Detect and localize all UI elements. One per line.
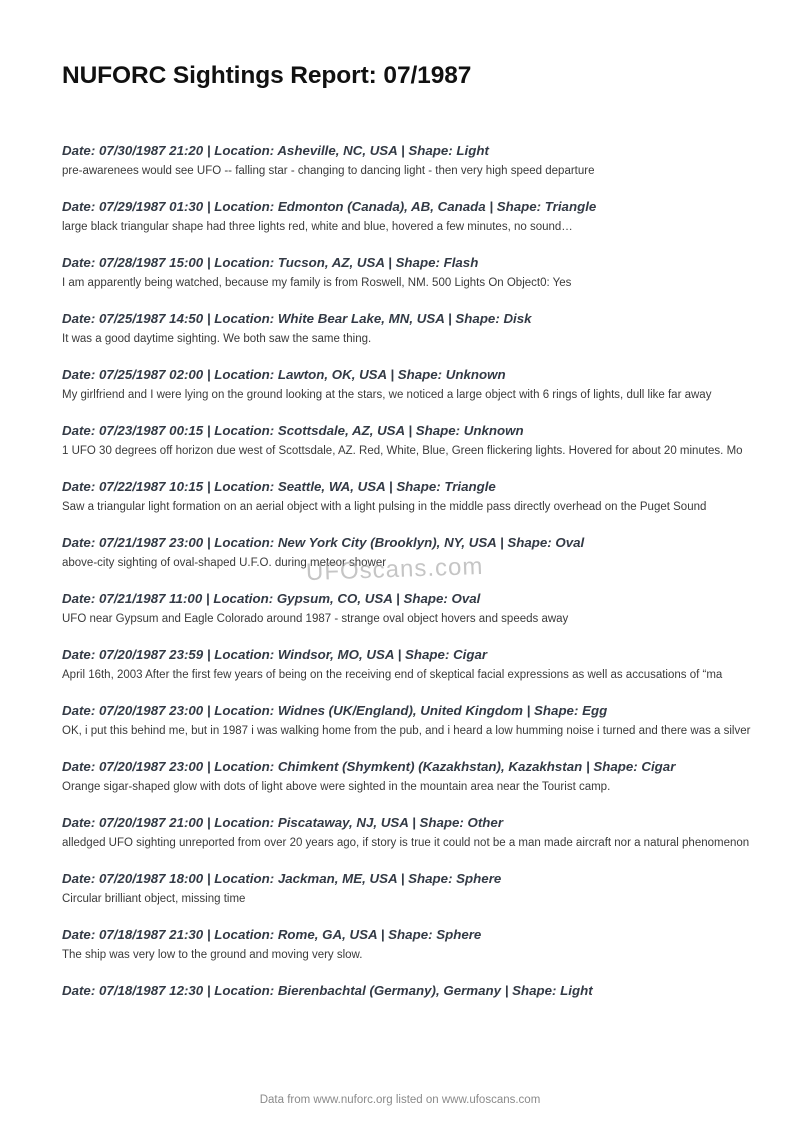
list-item <box>62 142 752 180</box>
entry-description: I am apparently being watched, because my family is from Roswell, NM. 500 Lights On Object0: Yes <box>62 277 572 289</box>
entry-description: large black triangular shape had three lights red, white and blue, hovered a few minutes, no sound… <box>62 221 573 233</box>
entry-heading: Date: 07/23/1987 00:15 | Location: Scottsdale, AZ, USA | Shape: Unknown <box>62 423 524 438</box>
list-item <box>62 422 752 460</box>
entry-heading: Date: 07/29/1987 01:30 | Location: Edmonton (Canada), AB, Canada | Shape: Triangle <box>62 199 597 214</box>
entry-heading: Date: 07/20/1987 18:00 | Location: Jackman, ME, USA | Shape: Sphere <box>62 871 502 886</box>
entry-heading: Date: 07/28/1987 15:00 | Location: Tucson, AZ, USA | Shape: Flash <box>62 255 479 270</box>
entry-heading: Date: 07/21/1987 23:00 | Location: New York City (Brooklyn), NY, USA | Shape: Oval <box>62 535 585 550</box>
entry-heading: Date: 07/20/1987 23:00 | Location: Widnes (UK/England), United Kingdom | Shape: Egg <box>62 703 608 718</box>
entry-description: Circular brilliant object, missing time <box>62 893 246 905</box>
entry-heading: Date: 07/20/1987 23:59 | Location: Windsor, MO, USA | Shape: Cigar <box>62 647 488 662</box>
list-item <box>62 590 752 628</box>
list-item <box>62 702 752 740</box>
entry-heading: Date: 07/20/1987 21:00 | Location: Piscataway, NJ, USA | Shape: Other <box>62 815 503 830</box>
entry-heading: Date: 07/25/1987 02:00 | Location: Lawton, OK, USA | Shape: Unknown <box>62 367 506 382</box>
entry-heading: Date: 07/18/1987 12:30 | Location: Bierenbachtal (Germany), Germany | Shape: Light <box>62 983 593 998</box>
footer-text: Data from www.nuforc.org listed on www.ufoscans.com <box>259 1094 541 1106</box>
list-item <box>62 814 752 852</box>
entry-description: The ship was very low to the ground and moving very slow. <box>62 949 363 961</box>
list-item <box>62 758 752 796</box>
entry-description: alledged UFO sighting unreported from over 20 years ago, if story is true it could not be a man made aircraft nor a natural phenomenon <box>62 837 750 849</box>
entry-description: Orange sigar-shaped glow with dots of light above were sighted in the mountain area near the Tourist camp. <box>62 781 611 793</box>
entry-heading: Date: 07/21/1987 11:00 | Location: Gypsum, CO, USA | Shape: Oval <box>62 591 481 606</box>
list-item <box>62 534 752 572</box>
entry-description: 1 UFO 30 degrees off horizon due west of Scottsdale, AZ. Red, White, Blue, Green flickering lights. Hovered for about 20 minutes. Mo <box>62 445 743 457</box>
list-item <box>62 478 752 516</box>
entry-description: My girlfriend and I were lying on the ground looking at the stars, we noticed a large object with 6 rings of lights, dull like far away <box>62 389 712 401</box>
entry-heading: Date: 07/25/1987 14:50 | Location: White Bear Lake, MN, USA | Shape: Disk <box>62 311 532 326</box>
entry-description: UFO near Gypsum and Eagle Colorado around 1987 - strange oval object hovers and speeds away <box>62 613 569 625</box>
entry-description: April 16th, 2003 After the first few years of being on the receiving end of skeptical facial expressions as well as accusations of “ma <box>62 669 723 681</box>
page-title: NUFORC Sightings Report: 07/1987 <box>62 62 472 89</box>
list-item <box>62 254 752 292</box>
entry-heading: Date: 07/30/1987 21:20 | Location: Asheville, NC, USA | Shape: Light <box>62 143 489 158</box>
watermark: UFOscans.com <box>305 552 484 587</box>
entry-description: above-city sighting of oval-shaped U.F.O. during meteor shower <box>62 557 387 569</box>
list-item <box>62 870 752 908</box>
list-item <box>62 198 752 236</box>
entry-description: Saw a triangular light formation on an aerial object with a light pulsing in the middle pass directly overhead on the Puget Sound <box>62 501 707 513</box>
list-item <box>62 310 752 348</box>
list-item <box>62 926 752 964</box>
entry-heading: Date: 07/20/1987 23:00 | Location: Chimkent (Shymkent) (Kazakhstan), Kazakhstan | Shape: Cigar <box>62 759 676 774</box>
entry-description: OK, i put this behind me, but in 1987 i was walking home from the pub, and i heard a low humming noise i turned and there was a silver <box>62 725 751 737</box>
entry-description: It was a good daytime sighting. We both saw the same thing. <box>62 333 372 345</box>
entry-heading: Date: 07/18/1987 21:30 | Location: Rome, GA, USA | Shape: Sphere <box>62 927 482 942</box>
entry-heading: Date: 07/22/1987 10:15 | Location: Seattle, WA, USA | Shape: Triangle <box>62 479 496 494</box>
sightings-list <box>62 142 752 1018</box>
list-item <box>62 646 752 684</box>
entry-description: pre-awarenees would see UFO -- falling star - changing to dancing light - then very high speed departure <box>62 165 595 177</box>
list-item <box>62 366 752 404</box>
list-item <box>62 982 752 1000</box>
